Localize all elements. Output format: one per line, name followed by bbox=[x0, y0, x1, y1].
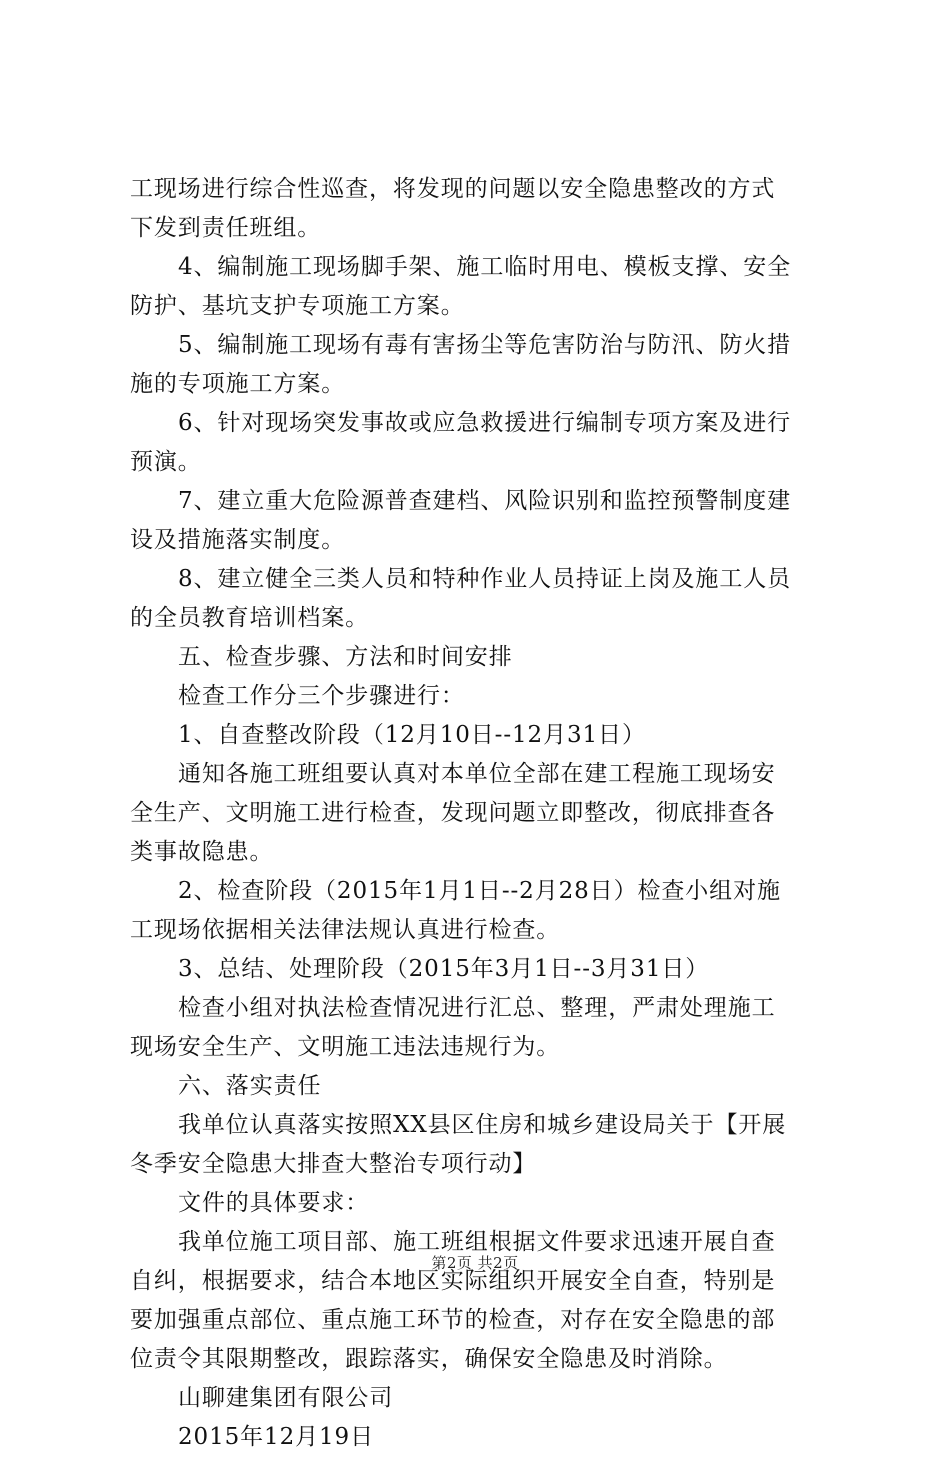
text-line: 预演。 bbox=[130, 449, 202, 475]
text-line: 的全员教育培训档案。 bbox=[130, 605, 369, 631]
text-line: 我单位认真落实按照XX县区住房和城乡建设局关于【开展 bbox=[178, 1112, 787, 1138]
text-line: 山聊建集团有限公司 bbox=[178, 1385, 394, 1411]
text-line: 6、针对现场突发事故或应急救援进行编制专项方案及进行 bbox=[178, 410, 792, 436]
text-line: 检查小组对执法检查情况进行汇总、整理，严肃处理施工 bbox=[178, 995, 776, 1021]
text-line: 全生产、文明施工进行检查，发现问题立即整改，彻底排查各 bbox=[130, 800, 776, 826]
text-line: 冬季安全隐患大排查大整治专项行动】 bbox=[130, 1151, 537, 1177]
text-line: 设及措施落实制度。 bbox=[130, 527, 346, 553]
text-line: 要加强重点部位、重点施工环节的检查，对存在安全隐患的部 bbox=[130, 1307, 776, 1333]
text-line: 下发到责任班组。 bbox=[130, 215, 322, 241]
text-line: 五、检查步骤、方法和时间安排 bbox=[178, 644, 513, 670]
text-line: 1、自查整改阶段（12月10日--12月31日） bbox=[178, 722, 646, 748]
text-line: 3、总结、处理阶段（2015年3月1日--3月31日） bbox=[178, 956, 710, 982]
text-line: 我单位施工项目部、施工班组根据文件要求迅速开展自查 bbox=[178, 1229, 776, 1255]
text-line: 工现场进行综合性巡查，将发现的问题以安全隐患整改的方式 bbox=[130, 176, 776, 202]
text-line: 文件的具体要求： bbox=[178, 1190, 370, 1216]
text-line: 现场安全生产、文明施工违法违规行为。 bbox=[130, 1034, 561, 1060]
text-line: 类事故隐患。 bbox=[130, 839, 274, 865]
text-line: 自纠，根据要求，结合本地区实际组织开展安全自查，特别是 bbox=[130, 1268, 776, 1294]
text-line: 施的专项施工方案。 bbox=[130, 371, 346, 397]
text-line: 2015年12月19日 bbox=[178, 1424, 374, 1450]
text-line: 通知各施工班组要认真对本单位全部在建工程施工现场安 bbox=[178, 761, 776, 787]
text-line: 工现场依据相关法律法规认真进行检查。 bbox=[130, 917, 561, 943]
text-line: 检查工作分三个步骤进行： bbox=[178, 683, 465, 709]
text-line: 六、落实责任 bbox=[178, 1073, 322, 1099]
text-line: 7、建立重大危险源普查建档、风险识别和监控预警制度建 bbox=[178, 488, 792, 514]
text-line: 4、编制施工现场脚手架、施工临时用电、模板支撑、安全 bbox=[178, 254, 792, 280]
text-line: 防护、基坑支护专项施工方案。 bbox=[130, 293, 465, 319]
text-line: 2、检查阶段（2015年1月1日--2月28日）检查小组对施 bbox=[178, 878, 781, 904]
page-number-footer: 第2页 共2页 bbox=[431, 1254, 519, 1272]
text-line: 5、编制施工现场有毒有害扬尘等危害防治与防汛、防火措 bbox=[178, 332, 792, 358]
text-line: 8、建立健全三类人员和特种作业人员持证上岗及施工人员 bbox=[178, 566, 792, 592]
text-line: 位责令其限期整改，跟踪落实，确保安全隐患及时消除。 bbox=[130, 1346, 728, 1372]
